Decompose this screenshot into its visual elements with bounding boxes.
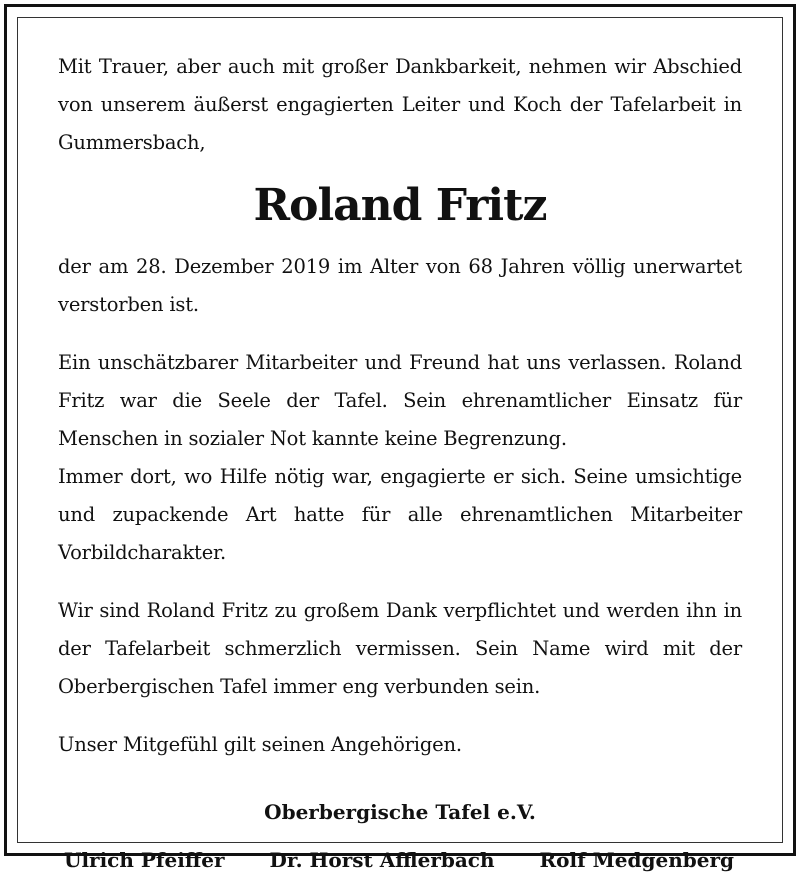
organization-name: Oberbergische Tafel e.V. — [264, 800, 536, 824]
obituary-content — [58, 48, 742, 874]
signers-row — [58, 846, 742, 874]
tribute-paragraph-1: Ein unschätzbarer Mitarbeiter und Freund hat uns verlassen. Roland Fritz war die Seele der Tafel. Sein ehrenamtlicher Einsatz für Menschen in sozialer Not kannte keine Begrenzung. — [58, 351, 742, 450]
signer-name: Dr. Horst Afflerbach — [269, 848, 495, 872]
gratitude-paragraph: Wir sind Roland Fritz zu großem Dank verpflichtet und werden ihn in der Tafelarbeit schmerzlich vermissen. Sein Name wird mit der Oberbergischen Tafel immer eng verbunden sein. — [58, 599, 742, 698]
intro-paragraph: Mit Trauer, aber auch mit großer Dankbarkeit, nehmen wir Abschied von unserem äußerst engagierten Leiter und Koch der Tafelarbeit in Gummersbach, — [58, 55, 742, 154]
condolence-line: Unser Mitgefühl gilt seinen Angehörigen. — [58, 733, 462, 756]
signer-name: Rolf Medgenberg — [539, 848, 734, 872]
tribute-paragraph-2: Immer dort, wo Hilfe nötig war, engagierte er sich. Seine umsichtige und zupackende Art hatte für alle ehrenamtlichen Mitarbeiter Vorbildcharakter. — [58, 465, 742, 564]
death-notice-paragraph: der am 28. Dezember 2019 im Alter von 68 Jahren völlig unerwartet verstorben ist. — [58, 255, 742, 316]
signer-name: Ulrich Pfeiffer — [64, 848, 225, 872]
deceased-name: Roland Fritz — [253, 180, 547, 231]
